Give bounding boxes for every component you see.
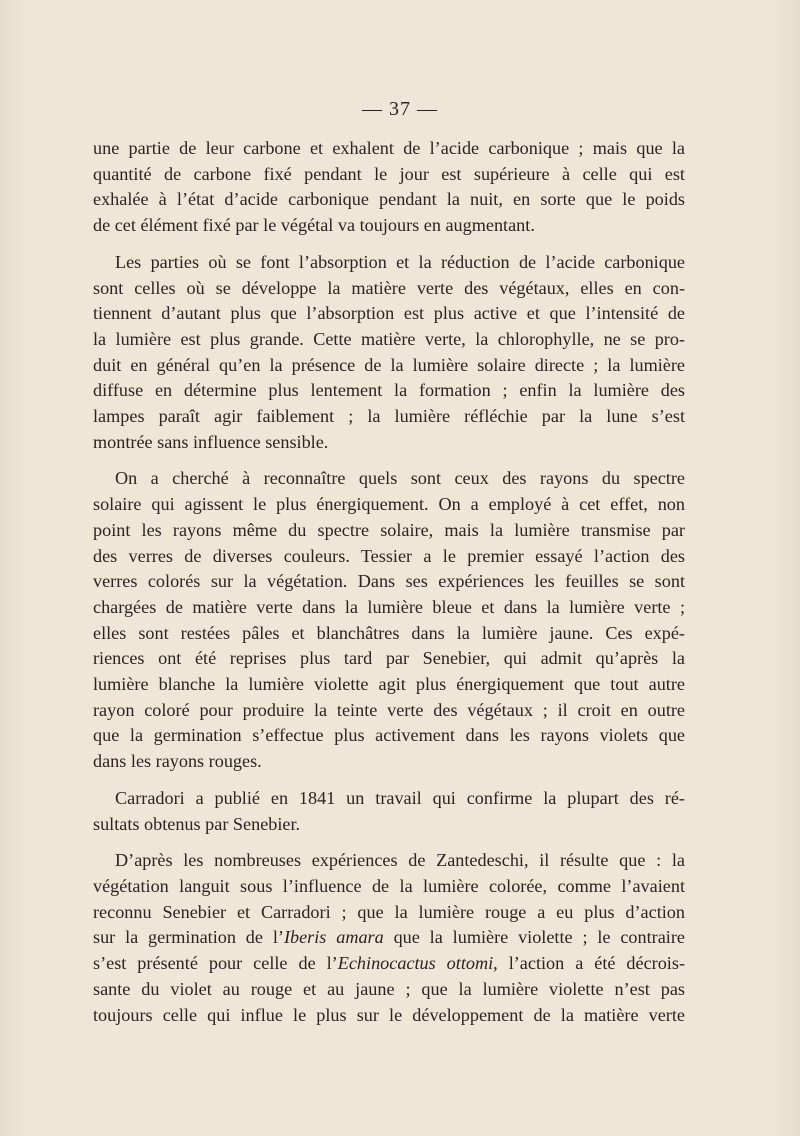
text-line: diffuse en détermine plus lentement la formation ; enfin la lumière des	[93, 380, 685, 401]
text-line: tiennent d’autant plus que l’absorption est plus active et que l’intensité de	[93, 303, 685, 324]
text-line: dans les rayons rouges.	[93, 751, 262, 772]
text-line: que la germination s’effectue plus activement dans les rayons violets que	[93, 725, 685, 746]
text-line: exhalée à l’état d’acide carbonique pendant la nuit, en sorte que le poids	[93, 189, 685, 210]
text-line: sont celles où se développe la matière verte des végétaux, elles en con-	[93, 277, 685, 298]
text-line: elles sont restées pâles et blanchâtres dans la lumière jaune. Ces expé-	[93, 622, 685, 643]
text-line: On a cherché à reconnaître quels sont ceux des rayons du spectre	[115, 468, 685, 489]
text-line: la lumière est plus grande. Cette matière verte, la chlorophylle, ne se pro-	[93, 328, 685, 349]
text-line: des verres de diverses couleurs. Tessier a le premier essayé l’action des	[93, 545, 685, 566]
text-line: point les rayons même du spectre solaire, mais la lumière transmise par	[93, 519, 685, 540]
paragraph-4	[93, 786, 685, 837]
text-line: Carradori a publié en 1841 un travail qui confirme la plupart des ré-	[115, 787, 685, 808]
text-line: de cet élément fixé par le végétal va toujours en augmentant.	[93, 215, 535, 236]
text-line: verres colorés sur la végétation. Dans ses expériences les feuilles se sont	[93, 571, 685, 592]
text-run: sur la germination de l’	[93, 927, 284, 948]
text-line: solaire qui agissent le plus énergiquement. On a employé à cet effet, non	[93, 494, 685, 515]
text-line: lampes paraît agir faiblement ; la lumière réfléchie par la lune s’est	[93, 406, 685, 427]
text-line-iberis	[93, 925, 685, 951]
text-line: Les parties où se font l’absorption et la réduction de l’acide carbonique	[115, 251, 685, 272]
text-line: reconnu Senebier et Carradori ; que la lumière rouge a eu plus d’action	[93, 901, 685, 922]
text-line: duit en général qu’en la présence de la lumière solaire directe ; la lumière	[93, 354, 685, 375]
text-line: riences ont été reprises plus tard par Senebier, qui admit qu’après la	[93, 648, 685, 669]
paragraph-5	[93, 848, 685, 1028]
text-line: montrée sans influence sensible.	[93, 431, 329, 452]
text-line: D’après les nombreuses expériences de Zantedeschi, il résulte que : la	[115, 850, 685, 871]
text-line: sante du violet au rouge et au jaune ; que la lumière violette n’est pas	[93, 978, 685, 999]
text-line: toujours celle qui influe le plus sur le développement de la matière verte	[93, 1004, 685, 1025]
paragraph-1	[93, 136, 685, 239]
text-line: rayon coloré pour produire la teinte verte des végétaux ; il croit en outre	[93, 699, 685, 720]
text-line: lumière blanche la lumière violette agit plus énergiquement que tout autre	[93, 674, 685, 695]
text-line: sultats obtenus par Senebier.	[93, 813, 301, 834]
body-text	[93, 136, 685, 1028]
text-line: quantité de carbone fixé pendant le jour est supérieure à celle qui est	[93, 163, 685, 184]
text-line: végétation languit sous l’influence de la lumière colorée, comme l’avaient	[93, 875, 685, 896]
text-line: une partie de leur carbone et exhalent de l’acide carbonique ; mais que la	[93, 138, 685, 158]
text-line: chargées de matière verte dans la lumière bleue et dans la lumière verte ;	[93, 596, 685, 617]
species-name-iberis: Iberis amara	[283, 927, 384, 948]
text-line-echinocactus	[93, 951, 685, 977]
paragraph-2	[93, 250, 685, 456]
text-run: que la lumière violette ; le contraire	[383, 927, 685, 948]
species-name-echinocactus: Echinocactus ottomi	[337, 953, 494, 974]
text-run: s’est présenté pour celle de l’	[93, 953, 338, 974]
page-number: — 37 —	[362, 98, 438, 120]
text-run: , l’action a été décrois-	[493, 953, 685, 974]
paragraph-3	[93, 466, 685, 774]
